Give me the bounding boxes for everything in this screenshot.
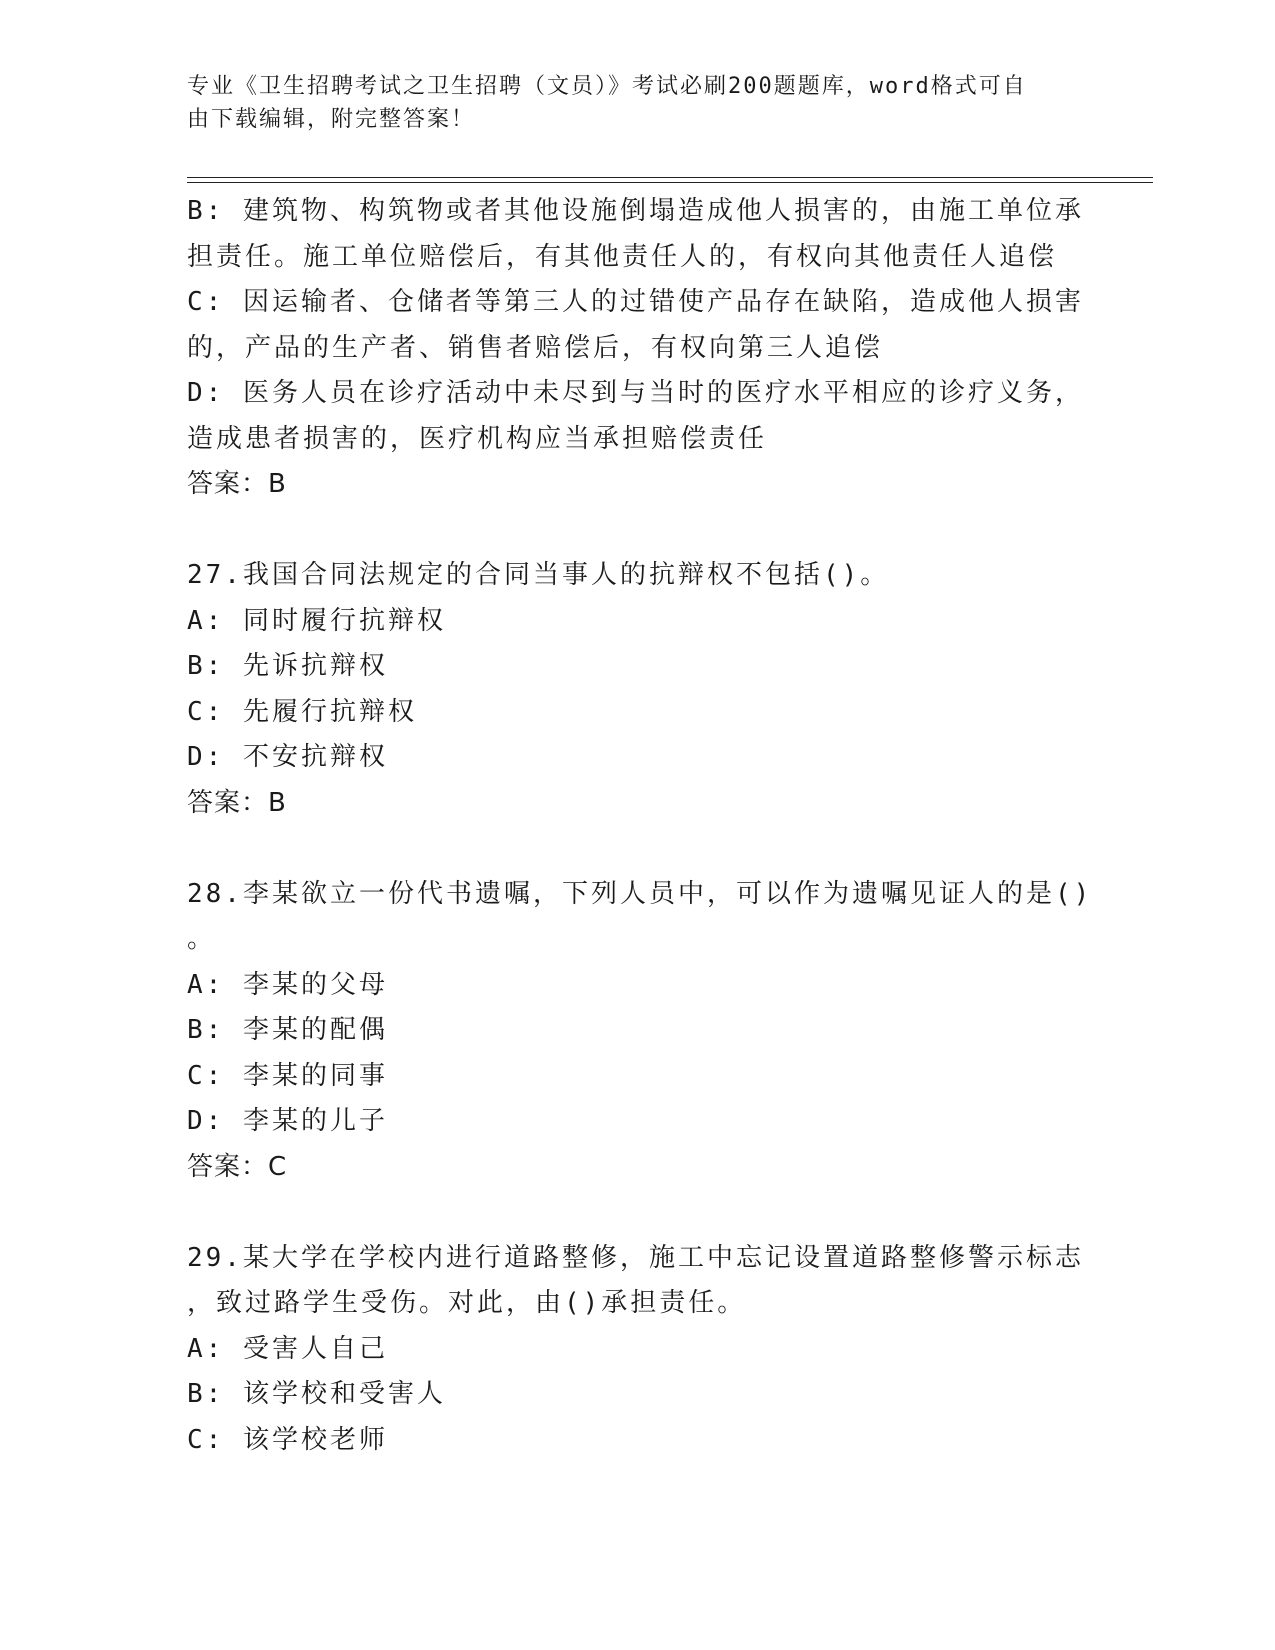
option-a: A: 李某的父母: [187, 969, 388, 1000]
spacer: [187, 1190, 1087, 1236]
question-26: [187, 189, 1087, 508]
spacer: [187, 826, 1087, 872]
option-c: C: 李某的同事: [187, 1060, 388, 1091]
question-text-line-2: 。: [187, 924, 217, 954]
option-b: B: 该学校和受害人: [187, 1379, 446, 1409]
option-b: B: 先诉抗辩权: [187, 651, 388, 681]
question-text-line-1: 29.某大学在学校内进行道路整修，施工中忘记设置道路整修警示标志: [187, 1242, 1084, 1273]
question-28: [187, 872, 1093, 1191]
option-d: D: 不安抗辩权: [187, 742, 388, 772]
option-c-line-2: 的，产品的生产者、销售者赔偿后，有权向第三人追偿: [187, 332, 884, 363]
header-line-1: 专业《卫生招聘考试之卫生招聘（文员）》考试必刷200题题库，word格式可自: [187, 74, 1027, 99]
option-d-line-1: D: 医务人员在诊疗活动中未尽到与当时的医疗水平相应的诊疗义务，: [187, 378, 1084, 408]
answer-text: 答案：B: [187, 787, 287, 818]
option-b-line-2: 担责任。施工单位赔偿后，有其他责任人的，有权向其他责任人追偿: [187, 241, 1058, 272]
question-29: [187, 1236, 1087, 1464]
option-a: A: 同时履行抗辩权: [187, 605, 446, 636]
header-divider-top: [187, 177, 1153, 178]
header-line-2: 由下载编辑，附完整答案！: [187, 107, 476, 132]
question-content: [187, 189, 1093, 1463]
option-c: C: 该学校老师: [187, 1424, 388, 1455]
answer-text: 答案：C: [187, 1151, 288, 1182]
option-b-line-1: B: 建筑物、构筑物或者其他设施倒塌造成他人损害的，由施工单位承: [187, 196, 1084, 226]
question-text-line-2: ，致过路学生受伤。对此，由()承担责任。: [187, 1288, 747, 1318]
option-b: B: 李某的配偶: [187, 1015, 388, 1045]
option-d: D: 李某的儿子: [187, 1106, 388, 1136]
question-27: [187, 553, 1087, 826]
page-header: [187, 70, 1087, 136]
option-a: A: 受害人自己: [187, 1333, 388, 1364]
option-d-line-2: 造成患者损害的，医疗机构应当承担赔偿责任: [187, 423, 768, 454]
question-text-line-1: 28.李某欲立一份代书遗嘱，下列人员中，可以作为遗嘱见证人的是(): [187, 878, 1093, 909]
spacer: [187, 508, 1087, 554]
question-text: 27.我国合同法规定的合同当事人的抗辩权不包括()。: [187, 560, 890, 590]
header-divider-bottom: [187, 182, 1153, 183]
option-c: C: 先履行抗辩权: [187, 696, 417, 727]
option-c-line-1: C: 因运输者、仓储者等第三人的过错使产品存在缺陷，造成他人损害: [187, 287, 1084, 317]
answer-text: 答案：B: [187, 469, 287, 499]
